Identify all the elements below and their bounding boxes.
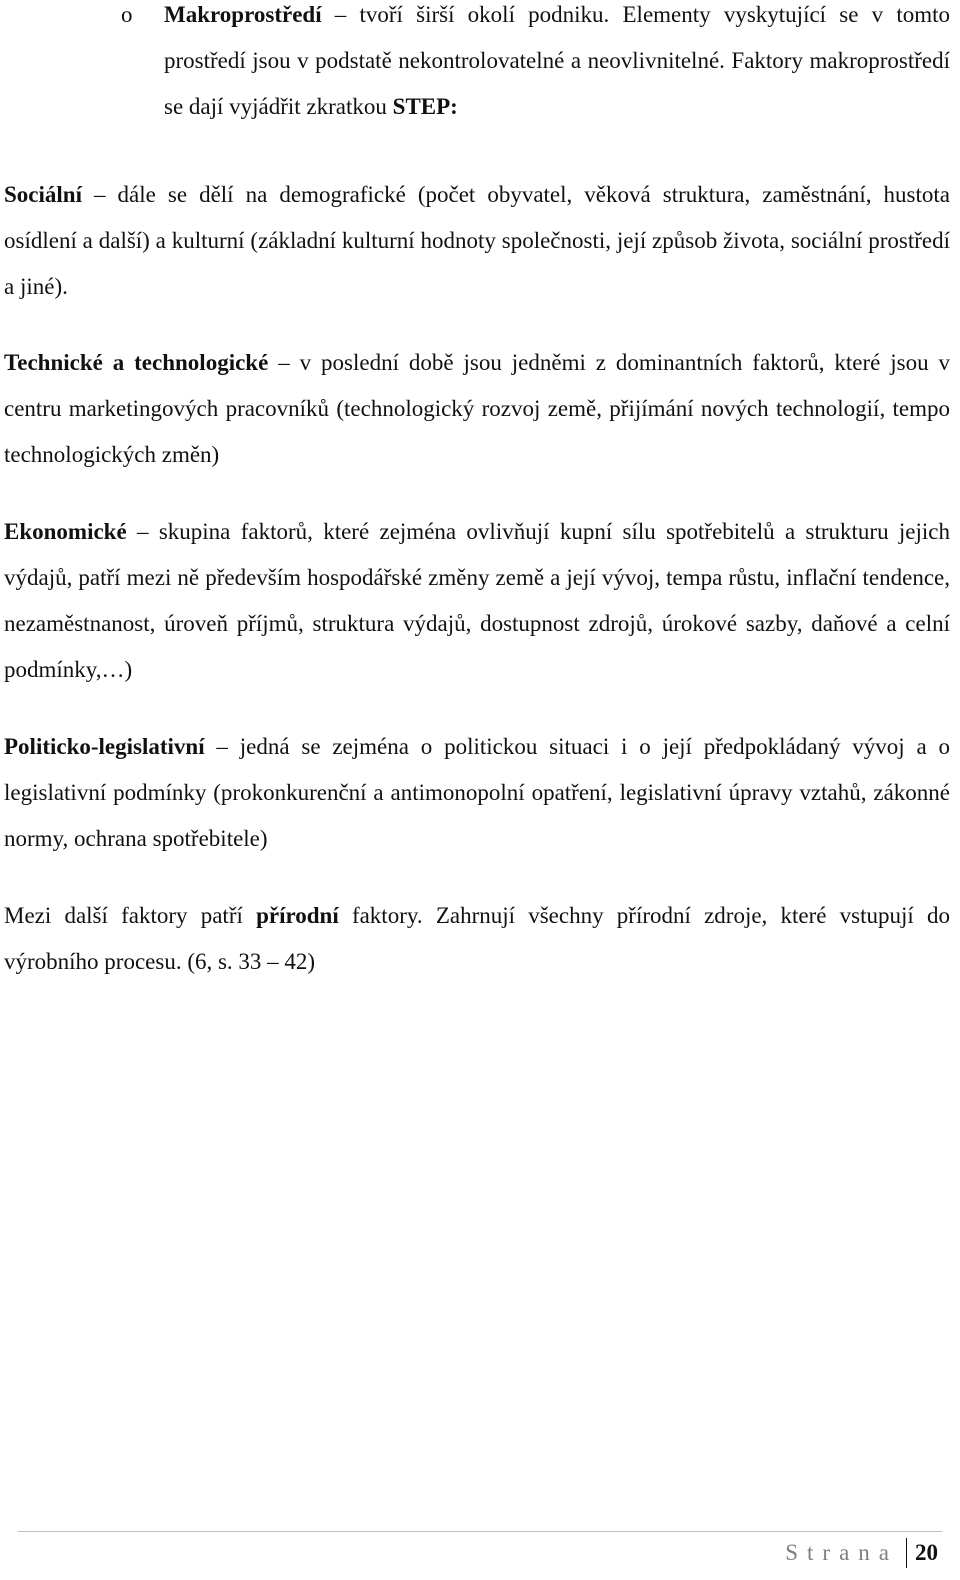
natural-factors-paragraph — [4, 893, 950, 985]
natural-factors-text-before: Mezi další faktory patří — [4, 903, 257, 928]
social-factors-paragraph — [4, 172, 950, 310]
political-factors-paragraph — [4, 724, 950, 862]
natural-factors-term: přírodní — [256, 903, 339, 928]
macro-environment-bullet — [0, 0, 960, 119]
social-factors-term: Sociální — [4, 182, 82, 207]
step-acronym: STEP: — [392, 94, 458, 119]
political-factors-text: – jedná se zejména o politickou situaci i o její předpokládaný vývoj a o legislativní podmínky (prokonkurenční a antimonopolní opatření, legislativní úpravy vztahů, zákonné normy, ochrana spotřebitele) — [4, 734, 950, 851]
economic-factors-text: – skupina faktorů, které zejména ovlivňují kupní sílu spotřebitelů a strukturu jejich výdajů, patří mezi ně především hospodářské změny země a její vývoj, tempa růstu, inflační tendence, nezaměstnanost, úroveň příjmů, struktura výdajů, dostupnost zdrojů, úrokové sazby, daňové a celní podmínky,…) — [4, 519, 950, 682]
economic-factors-paragraph — [4, 509, 950, 693]
technical-factors-text: – v poslední době jsou jedněmi z dominantních faktorů, které jsou v centru marketingových pracovníků (technologický rozvoj země, přijímání nových technologií, tempo technologických změn) — [4, 350, 950, 467]
footer-separator — [906, 1538, 907, 1568]
economic-factors-term: Ekonomické — [4, 519, 127, 544]
footer-divider — [18, 1531, 942, 1532]
bullet-marker: o — [121, 2, 133, 27]
macro-environment-description: – tvoří širší okolí podniku. Elementy vyskytující se v tomto prostředí jsou v podstatě nekontrolovatelné a neovlivnitelné. Faktory makroprostředí se dají vyjádřit zkratkou — [164, 2, 950, 119]
social-factors-text: – dále se dělí na demografické (počet obyvatel, věková struktura, zaměstnání, hustota osídlení a další) a kulturní (základní kulturní hodnoty společnosti, její způsob života, sociální prostředí a jiné). — [4, 182, 950, 299]
footer-page-label: Strana — [785, 1540, 898, 1565]
macro-environment-term: Makroprostředí — [164, 2, 322, 27]
page-footer — [785, 1534, 938, 1572]
technical-factors-term: Technické a technologické — [4, 350, 269, 375]
political-factors-term: Politicko-legislativní — [4, 734, 205, 759]
natural-factors-text-after: faktory. Zahrnují všechny přírodní zdroje, které vstupují do výrobního procesu. (6, s. 33 – 42) — [4, 903, 950, 974]
macro-environment-text — [164, 0, 950, 130]
page-number: 20 — [915, 1540, 938, 1565]
technical-factors-paragraph — [4, 340, 950, 478]
